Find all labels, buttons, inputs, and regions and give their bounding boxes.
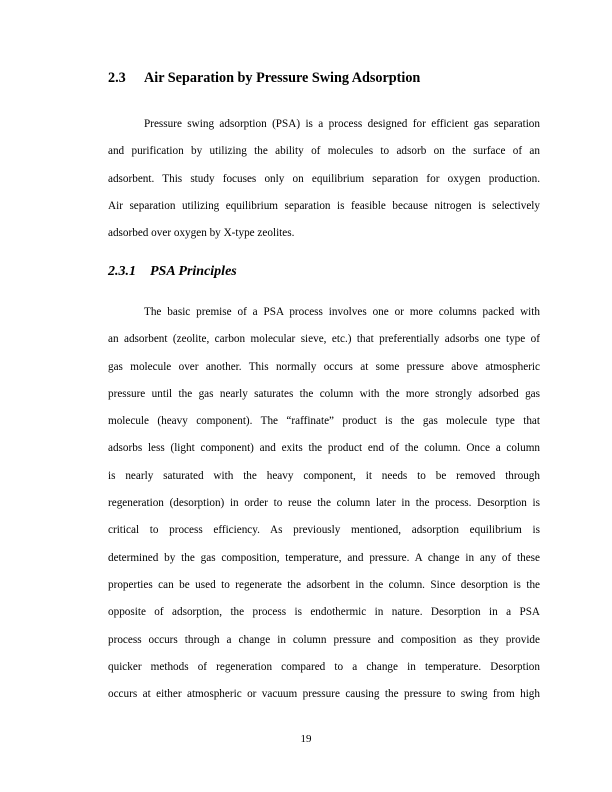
text-line: gas molecule over another. This normally occurs at some pressure above atmospheric	[108, 360, 540, 373]
text-line: Pressure swing adsorption (PSA) is a process designed for efficient gas separation	[144, 118, 540, 130]
text-line: quicker methods of regeneration compared to a change in temperature. Desorption	[108, 660, 540, 673]
text-line: opposite of adsorption, the process is endothermic in nature. Desorption in a PSA	[108, 606, 540, 619]
text-line: molecule (heavy component). The “raffinate” product is the gas molecule type that	[108, 415, 540, 428]
text-line: is nearly saturated with the heavy component, it needs to be removed through	[108, 469, 540, 482]
text-line: an adsorbent (zeolite, carbon molecular sieve, etc.) that preferentially adsorbs one type of	[108, 333, 540, 346]
section-number: 2.3	[108, 70, 126, 86]
page-number: 19	[300, 733, 312, 745]
text-line: and purification by utilizing the ability of molecules to adsorb on the surface of an	[108, 145, 540, 158]
text-line: The basic premise of a PSA process involves one or more columns packed with	[144, 306, 540, 318]
subsection-number: 2.3.1	[108, 264, 136, 279]
subsection-title: PSA Principles	[150, 264, 237, 279]
section-title: Air Separation by Pressure Swing Adsorption	[144, 70, 421, 86]
subsection-heading	[108, 264, 237, 280]
text-line: properties can be used to regenerate the adsorbent in the column. Since desorption is the	[108, 578, 540, 591]
text-line: pressure until the gas nearly saturates the column with the more strongly adsorbed gas	[108, 387, 540, 400]
paragraph-psa-principles	[108, 299, 540, 708]
text-line: occurs at either atmospheric or vacuum pressure causing the pressure to swing from high	[108, 688, 540, 701]
text-line: determined by the gas composition, temperature, and pressure. A change in any of these	[108, 551, 540, 564]
text-line: process occurs through a change in column pressure and composition as they provide	[108, 633, 540, 646]
text-line: Air separation utilizing equilibrium separation is feasible because nitrogen is selectively	[108, 199, 540, 212]
section-heading	[108, 70, 420, 87]
text-line: regeneration (desorption) in order to reuse the column later in the process. Desorption is	[108, 497, 540, 510]
text-line: adsorbent. This study focuses only on equilibrium separation for oxygen production.	[108, 172, 540, 185]
text-line: critical to process efficiency. As previously mentioned, adsorption equilibrium is	[108, 524, 540, 537]
text-line: adsorbs less (light component) and exits the product end of the column. Once a column	[108, 442, 540, 455]
paragraph-psa-intro	[108, 111, 540, 247]
text-line: adsorbed over oxygen by X-type zeolites.	[108, 227, 295, 240]
